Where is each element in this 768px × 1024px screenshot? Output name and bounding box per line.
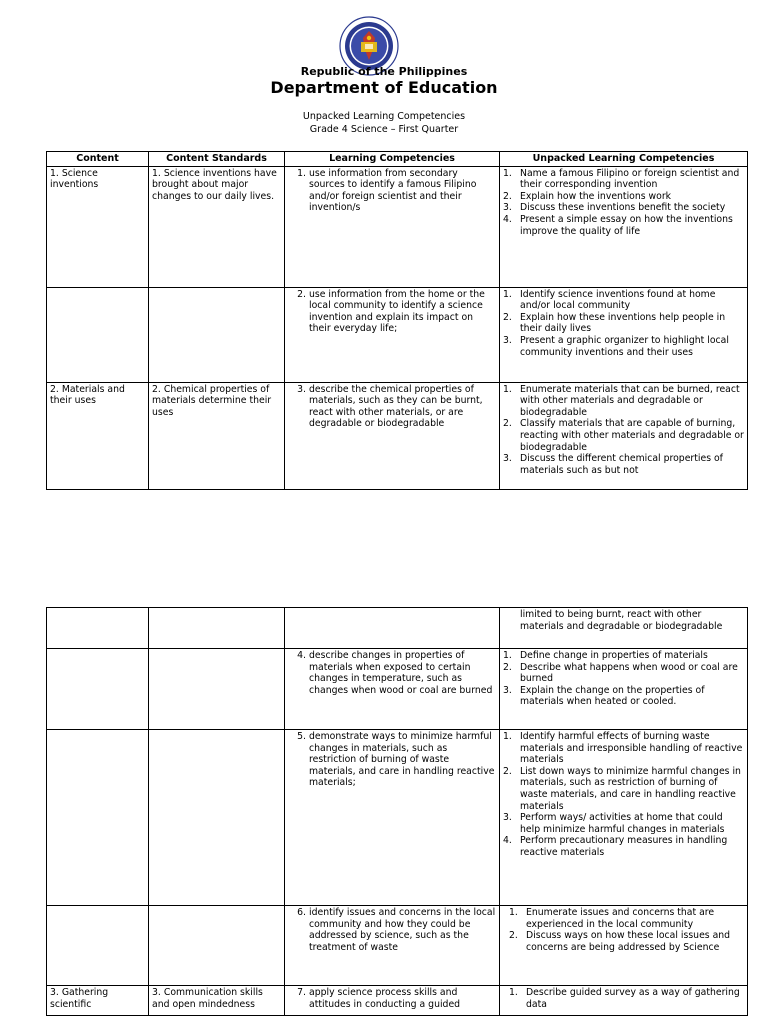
content-cell: 2. Materials and their uses [47,382,149,489]
content-standard-cell [149,608,285,649]
content-standard-cell [149,730,285,906]
list-item: 4. Perform precautionary measures in handling reactive materials [503,835,728,858]
list-item: 2. Explain how these inventions help people in their daily lives [503,311,726,335]
unpacked-competencies-cell [500,608,748,649]
department-title: Department of Education [270,78,498,97]
unpacked-competencies-cell [500,382,748,489]
continued-list-text: limited to being burnt, react with other materials and degradable or biodegradable [520,609,723,632]
competencies-table-page-1 [46,151,748,490]
list-item: 3. Explain the change on the properties of materials when heated or cooled. [503,684,705,708]
list-item: 1. Identify harmful effects of burning waste materials and irresponsible handling of reactive materials [503,731,743,766]
competency-number: 6. [297,907,306,918]
list-item: 1. Describe guided survey as a way of gathering data [509,987,740,1010]
content-standard-cell: 3. Communication skills and open mindedness [149,986,285,1016]
content-standard-cell [149,649,285,730]
content-cell [47,649,149,730]
unpacked-competencies-cell [500,166,748,287]
learning-competency-cell [285,608,500,649]
competency-text: describe the chemical properties of materials, such as they can be burnt, react with other materials, or are degradable or biodegradable [309,383,483,430]
competency-number: 1. [297,167,306,179]
column-header: Unpacked Learning Competencies [500,152,748,167]
list-item: 1. Identify science inventions found at home and/or local community [503,288,716,312]
column-header: Learning Competencies [285,152,500,167]
competency-text: use information from the home or the local community to identify a science invention and explain its impact on their everyday life; [309,288,485,335]
competency-number: 2. [297,288,306,300]
competency-number: 4. [297,650,306,661]
unpacked-competencies-cell [500,649,748,730]
table-header-row [47,152,748,167]
list-item: 2. Discuss ways on how these local issues and concerns are being addressed by Science [509,930,731,953]
learning-competency-cell [285,287,500,382]
list-item: 2. List down ways to minimize harmful changes in materials, such as restriction of burning of waste materials, and care in handling reactive materials [503,765,741,812]
table-row [47,287,748,382]
learning-competency-cell [285,166,500,287]
republic-heading: Republic of the Philippines [300,65,468,78]
competency-text: use information from secondary sources to identify a famous Filipino and/or foreign scientist and their invention/s [309,167,477,214]
list-item: 2. Classify materials that are capable of burning, reacting with other materials and degradable or biodegradable [503,418,744,453]
competencies-table-page-2 [46,607,748,1016]
list-item: 1. Enumerate issues and concerns that are experienced in the local community [509,907,715,930]
content-standard-cell [149,287,285,382]
document-subtitle: Unpacked Learning Competencies [302,111,466,122]
content-cell [47,906,149,986]
table-row [47,649,748,730]
column-header: Content Standards [149,152,285,167]
table-row [47,730,748,906]
column-header: Content [47,152,149,167]
table-row [47,986,748,1016]
list-item: 1. Enumerate materials that can be burned, react with other materials and degradable or biodegradable [503,383,740,418]
table-row [47,166,748,287]
competency-text: describe changes in properties of materials when exposed to certain changes in temperature, such as changes when wood or coal are burned [309,650,493,696]
content-standard-cell: 1. Science inventions have brought about major changes to our daily lives. [149,166,285,287]
unpacked-competencies-cell [500,906,748,986]
learning-competency-cell [285,906,500,986]
list-item: 3. Discuss these inventions benefit the society [503,202,726,214]
list-item: 3. Perform ways/ activities at home that could help minimize harmful changes in materials [503,812,725,835]
competency-text: apply science process skills and attitudes in conducting a guided [309,987,461,1010]
competency-text: demonstrate ways to minimize harmful changes in materials, such as restriction of burning of waste materials, and care in handling reactive materials; [309,731,495,789]
content-cell: 1. Science inventions [47,166,149,287]
competency-text: identify issues and concerns in the local community and how they could be addressed by science, such as the treatment of waste [309,907,496,953]
learning-competency-cell [285,382,500,489]
list-item: 1. Define change in properties of materials [503,650,708,661]
competency-number: 3. [297,383,306,395]
list-item: 3. Present a graphic organizer to highlight local community inventions and their uses [503,334,729,358]
unpacked-competencies-cell [500,986,748,1016]
content-cell [47,608,149,649]
content-standard-cell: 2. Chemical properties of materials determine their uses [149,382,285,489]
content-cell: 3. Gathering scientific [47,986,149,1016]
list-item: 2. Explain how the inventions work [503,190,672,202]
content-standard-cell [149,906,285,986]
grade-quarter-subtitle: Grade 4 Science – First Quarter [309,124,459,135]
table-row [47,906,748,986]
learning-competency-cell [285,986,500,1016]
learning-competency-cell [285,730,500,906]
table-row [47,382,748,489]
table-row [47,608,748,649]
unpacked-competencies-cell [500,730,748,906]
list-item: 2. Describe what happens when wood or coal are burned [503,661,738,685]
learning-competency-cell [285,649,500,730]
list-item: 3. Discuss the different chemical properties of materials such as but not [503,453,723,476]
list-item: 1. Name a famous Filipino or foreign scientist and their corresponding invention [503,167,740,191]
competency-number: 7. [297,987,306,998]
unpacked-competencies-cell [500,287,748,382]
content-cell [47,287,149,382]
competency-number: 5. [297,731,306,742]
list-item: 4. Present a simple essay on how the inventions improve the quality of life [503,213,733,237]
content-cell [47,730,149,906]
